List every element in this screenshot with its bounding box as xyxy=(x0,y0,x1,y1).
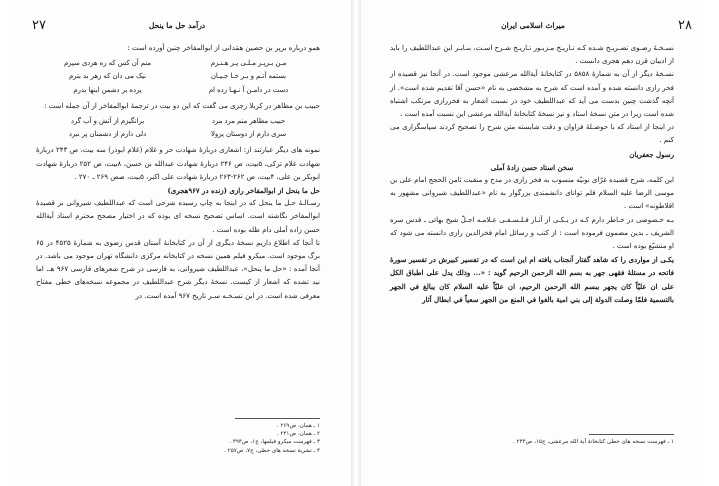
book-gutter xyxy=(351,0,361,486)
right-page-body xyxy=(390,42,674,306)
paragraph: این کلمه، شرح قصیده غرّای نونیّه منسوب به فخر رازی در مدح و منقبت ثامن الحجج امام علی بن موسی الرضا علیه السلام قلم توانای دانشمندی بزرگوار به نام «عبداللطیف شیروانی مشهور به اقلاطونه» است . xyxy=(390,176,674,211)
basis-paragraph: رسـالـهٔ حـل ما ینحل که در اینجا به چاپ رسیده شرحی است که عبداللطیف شیروانی بر قصیدهٔ ابوالمفاخر نگاشته است. اساس تصحیح نسخه ای بوده که در اختیار مصحح محترم استاد آیةالله حسن زاده آملی دام ظله بوده است . xyxy=(36,199,320,234)
running-title: درآمد حل ما ینحل xyxy=(148,21,206,30)
paragraph: در اینجا از استاد که با حوصـلهٔ فراوان و دقت شایسته متن شرح را تصحیح کردند سپاسگزاری می کنم . xyxy=(390,123,674,145)
verse: بستمه آتـم و بـر خـا جـیـان xyxy=(210,72,287,81)
footnote-divider xyxy=(235,418,320,419)
footnote: ۳ ـ فهرست میکرو فیلمها، ج۱، ص۴۹۴ . xyxy=(229,439,320,446)
section-title: سخن استاد حسن زادهٔ آملی xyxy=(490,162,574,172)
verse: برانگیزم از آتش و آب گرد xyxy=(70,117,145,126)
verse: پرده بر دشمن اینها بدرم xyxy=(73,85,142,94)
verse: مـن بـرپـر مـلـی پـر هـنـرم xyxy=(210,59,287,68)
verse: منم آن کس که ره هردی سپرم xyxy=(63,59,152,68)
left-page xyxy=(8,0,348,486)
intro-paragraph: همو درباره برپر بن حصین همَدانی از ابوالمفاخر چنین آورده است : xyxy=(127,44,320,52)
footnote: ۱ ـ فهرست نسخه های خطی کتابخانهٔ آیة الله مرعشی، ج۱۵، ص۲۴۴ . xyxy=(513,439,674,445)
verse: دست در دامـن آ نـهـا زده ام xyxy=(208,85,289,94)
poem-verses xyxy=(46,115,310,141)
paragraph: یکـی از مواردی را که شاهد گفتار آنجناب یافته ام این است که در تفسیر کبیرش در تفسیر سورهٔ فاتحه در مسئلهٔ فقهی جهر به بسم الله الرحمن الرحیم گوید : «... وذلك يدل على اطباق الكل على ان عليّاً كان يجهر ببسم الله الرحمن الرحيم، ان عليّاً عليه السلام كان يبالغ في الجهر بالتسمية فلمّا وصلت الدولة إلى بني امية بالغوا في المنع من الجهر سعياً في ابطال آثار xyxy=(390,255,674,304)
left-page-body xyxy=(36,42,320,303)
running-title: میراث اسلامی ایران xyxy=(501,21,565,30)
footnote: ۱ ـ همان، ص۲۶۹ . xyxy=(276,423,320,429)
verse: سری دارم از دوستان پرولا xyxy=(211,130,286,139)
author-signature: رسول جعفریان xyxy=(629,149,674,159)
footnotes xyxy=(390,438,674,446)
section-heading: حل ما ینحل از ابوالمفاخر رازی (زنده در ۹۶۷هجری) xyxy=(167,186,320,196)
page-number: ۲۷ xyxy=(32,18,46,33)
footnote: ۴ ـ نشریهٔ نسخه های خطی، ج۷، ص۲۵۷ . xyxy=(224,447,320,454)
right-page-header xyxy=(386,18,692,34)
footnote-divider xyxy=(589,434,674,435)
habib-paragraph: حبیب بن مظاهر در کربلا رجزی می گفت که این دو بیت در ترجمهٔ ابوالمفاخر از آن جمله است : xyxy=(44,101,320,110)
footnote: ۲ ـ همان، ص۲۴۱ . xyxy=(276,431,320,438)
verse: دلی دارم از دشمنان پر نبرد xyxy=(68,130,147,139)
page-number: ۲۸ xyxy=(678,18,692,33)
paragraph: بـه خـصوصی در خـاطر دارم کـه در یـکـی از آثـار فـلـسـفـی عـلامـه اجـلّ شیخ بهائی ـ قدس سره الشریف ـ بدین مضمون فرموده است : از کتب و رسائل امام فخرالدین رازی دانسته می شود که او متشیّع بوده است . xyxy=(390,215,674,251)
left-page-header xyxy=(32,18,324,34)
right-page xyxy=(362,0,702,486)
paragraph: نسـخهٔ دیگر از آن به شمارهٔ ۵۸۵۸ در کتابخانهٔ آیةالله مرعشی موجود است. در آنجا نیز قصیده از فخر رازی دانسته شده و آمده است که شرح به مشخصی به نام «حسن آقا تقدیم شده است». از آنچه گذشت چنین بدست می آید که عبداللطیف خود در نسبت اشعار به فخررازی مرتکب اشتباه شده است زیرا در متن نسخهٔ استاد و نیز نسخهٔ کتابخانهٔ آیةالله مرعشی این نسبت آمده است . xyxy=(390,70,674,119)
verse: نیک می دان که زهر بد بترم xyxy=(68,72,147,81)
paragraph: نسـخـهٔ رضـوی تصـریـح شـده کـه تـاریـخ مـزبـور تـاریـخ شـرح اسـت، بنـابـر این عبداللطیف را باید از ادیبان قرن دهم هجری دانست . xyxy=(390,44,674,66)
examples-paragraph: نمونه های دیگر عبارتند از: اشعاری دربارهٔ شهادت حر و غلام (غلام ابوذر) سه بیت، ص ۲۴۳ دربارهٔ شهادت غلام ترکی، ۵بیت، ص ۲۴۶ دربارهٔ شهادت عبدالله بن حسن، ۸بیت، ص ۲۵۲ دربارهٔ شهادت ابوبکر بن علی، ۴بیت، ص ۲۶۲-۲۶۳ دربارهٔ شهادت علی اکبر، ۵بیت، صص ۲۶۹ ـ ۲۷۰ . xyxy=(36,146,321,181)
verse: حبیب مظاهر منم مرد مرد xyxy=(211,117,286,126)
poem-verses xyxy=(46,57,310,97)
footnotes xyxy=(36,422,320,455)
manuscripts-paragraph: تا آنجا که اطلاع داریم نسخهٔ دیگری از آن در کتابخانهٔ آستان قدس رضوی به شمارهٔ ۴۵۲۵ در ۶۵ برگ موجود است. میکرو فیلم همین نسخه در کتابخانه مرکزی دانشگاه تهران موجود می باشد. در آنجا آمده : «حل ما ینحل»، عبداللطیف شیروانی، به فارسی در شرح شعرهای فارسی ۹۶۷ هـ. اما نید تشده که اشعار از کیست. نسخهٔ دیگر شرح عبداللطیف در مجموعه نسخه‌های خطی مفتاح معرفی شده است. در این نسـخـه سـر تاریخ ۹۶۷ آمده است. در xyxy=(36,238,320,300)
